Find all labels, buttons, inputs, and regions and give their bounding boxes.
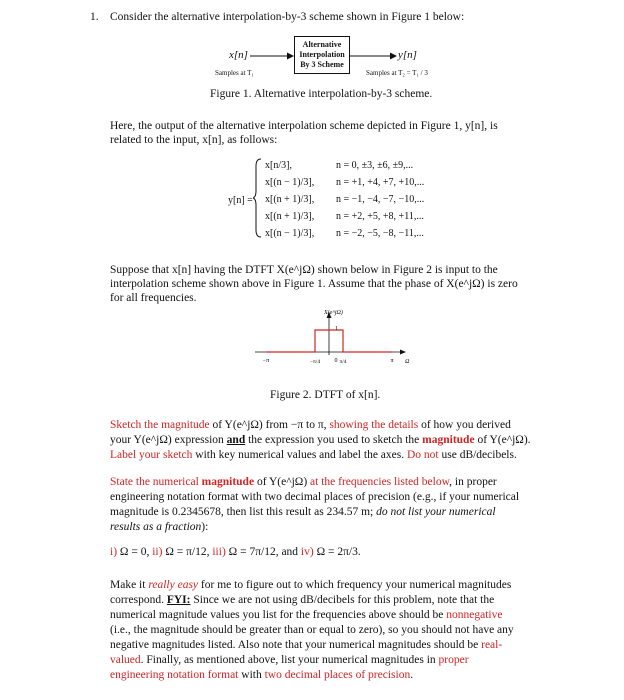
block-line-1: Alternative bbox=[302, 40, 342, 49]
suppose-line-1: Suppose that x[n] having the DTFT X(e^jΩ) shown below in Figure 2 is input to the bbox=[110, 264, 498, 276]
figure1-output-label: y[n] bbox=[398, 49, 417, 61]
make-line-2: correspond. FYI: Since we are not using dB/decibels for this problem, note that the bbox=[110, 594, 495, 606]
make-line-7: engineering notation format with two decimal places of precision. bbox=[110, 669, 414, 681]
freq-iv-marker: iv) bbox=[300, 546, 314, 558]
freq-iv-value: Ω = 2π/3. bbox=[313, 546, 361, 558]
figure1-input-label: x[n] bbox=[229, 49, 248, 61]
freq-i-marker: i) bbox=[110, 546, 118, 558]
case-cond-2: n = +1, +4, +7, +10,... bbox=[336, 177, 425, 188]
case-cond-4: n = +2, +5, +8, +11,... bbox=[336, 211, 424, 222]
y-axis-label: X(e^jΩ) bbox=[324, 310, 343, 316]
block-line-2: Interpolation bbox=[299, 50, 345, 59]
state-line-3: magnitude is 0.2345678, then list this result as 234.57 m; do not list your numerical bbox=[110, 506, 496, 518]
sketch-line-2: your Y(e^jΩ) expression and the expression you used to sketch the magnitude of Y(e^jΩ). bbox=[110, 434, 531, 446]
instructions-paragraph bbox=[110, 578, 580, 683]
question-intro: Consider the alternative interpolation-by-3 scheme shown in Figure 1 below: bbox=[110, 11, 465, 23]
figure1-caption: Figure 1. Alternative interpolation-by-3 scheme. bbox=[210, 88, 433, 100]
state-line-4: results as a fraction): bbox=[110, 521, 209, 533]
sketch-line-1: Sketch the magnitude of Y(e^jΩ) from −π to π, showing the details of how you derived bbox=[110, 419, 511, 431]
relation-line-1: Here, the output of the alternative interpolation scheme depicted in Figure 1, y[n], is bbox=[110, 120, 498, 132]
case-cond-3: n = −1, −4, −7, −10,... bbox=[336, 194, 425, 205]
figure1-input-arrow bbox=[250, 50, 295, 62]
make-line-3: numerical magnitude values you list for the frequencies above should be nonnegative bbox=[110, 609, 503, 621]
case-expr-4: x[(n + 1)/3], bbox=[265, 211, 315, 222]
case-cond-1: n = 0, ±3, ±6, ±9,... bbox=[336, 160, 414, 171]
state-paragraph bbox=[110, 475, 580, 535]
tick-label-pi-over-4: π/4 bbox=[339, 359, 347, 365]
figure2-caption: Figure 2. DTFT of x[n]. bbox=[270, 389, 381, 401]
figure2-plot bbox=[240, 305, 420, 380]
frequency-axis-arrowhead bbox=[400, 350, 406, 355]
state-line-2: engineering notation format with two decimal places of precision (e.g., if your numerical bbox=[110, 491, 520, 503]
case-expr-3: x[(n + 1)/3], bbox=[265, 194, 315, 205]
relation-line-2: related to the input, x[n], as follows: bbox=[110, 134, 278, 146]
height-label: 1 bbox=[335, 326, 338, 332]
tick-label-neg-pi-over-4: −π/4 bbox=[309, 359, 321, 365]
make-line-6: valued. Finally, as mentioned above, list your numerical magnitudes in proper bbox=[110, 654, 469, 666]
sketch-line-3: Label your sketch with key numerical values and label the axes. Do not use dB/decibels. bbox=[110, 449, 517, 461]
state-line-1: State the numerical magnitude of Y(e^jΩ) at the frequencies listed below, in proper bbox=[110, 476, 497, 488]
piecewise-lhs: y[n] = bbox=[228, 195, 253, 206]
piecewise-brace bbox=[253, 158, 263, 238]
tick-label-zero: 0 bbox=[334, 358, 338, 364]
sketch-paragraph bbox=[110, 418, 580, 463]
make-line-4: (i.e., the magnitude should be greater than or equal to zero), so you should not have any bbox=[110, 624, 514, 636]
make-line-5: negative magnitudes listed. Also note that your numerical magnitudes should be real- bbox=[110, 639, 503, 651]
freq-iii-value: Ω = 7π/12, and bbox=[225, 546, 301, 558]
tick-label-pi: π bbox=[390, 358, 394, 364]
freq-i-value: Ω = 0, bbox=[117, 546, 153, 558]
case-expr-2: x[(n − 1)/3], bbox=[265, 177, 315, 188]
case-expr-1: x[n/3], bbox=[265, 160, 292, 171]
suppose-line-2: interpolation scheme shown above in Figure 1. Assume that the phase of X(e^jΩ) is zero bbox=[110, 278, 518, 290]
interpolation-block bbox=[294, 36, 350, 74]
freq-iii-marker: iii) bbox=[212, 546, 226, 558]
case-cond-5: n = −2, −5, −8, −11,... bbox=[336, 228, 424, 239]
tick-label-neg-pi: −π bbox=[262, 358, 270, 364]
x-axis-label: Ω bbox=[405, 359, 410, 365]
figure1-output-arrow bbox=[350, 50, 398, 62]
frequency-list bbox=[110, 545, 361, 560]
block-line-3: By 3 Scheme bbox=[300, 60, 344, 69]
figure1-input-caption: Samples at T₁ bbox=[215, 69, 254, 77]
question-number: 1. bbox=[90, 11, 99, 23]
figure1-output-caption: Samples at T₂ = T₁ / 3 bbox=[366, 69, 428, 77]
make-line-1: Make it really easy for me to figure out to which frequency your numerical magnitudes bbox=[110, 579, 512, 591]
case-expr-5: x[(n − 1)/3], bbox=[265, 228, 315, 239]
freq-ii-marker: ii) bbox=[152, 546, 163, 558]
freq-ii-value: Ω = π/12, bbox=[162, 546, 213, 558]
suppose-line-3: for all frequencies. bbox=[110, 292, 197, 304]
